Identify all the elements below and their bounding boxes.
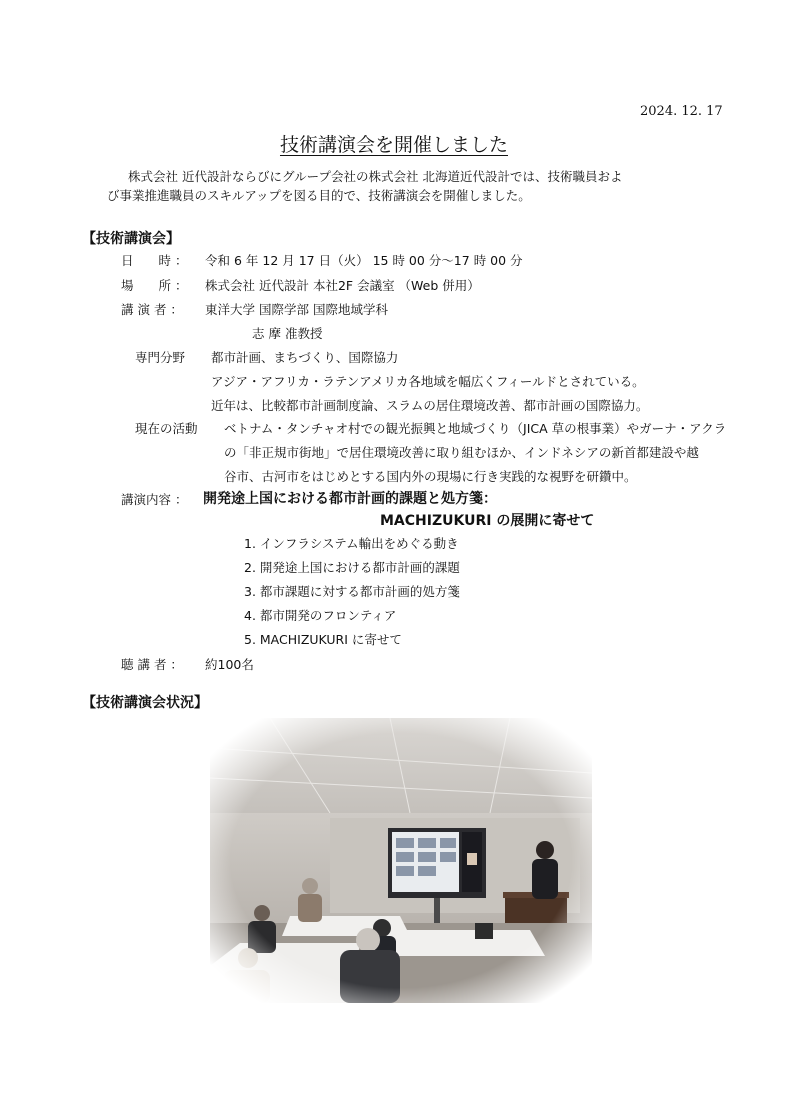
intro-line-1: 株式会社 近代設計ならびにグループ会社の株式会社 北海道近代設計では、技術職員およ xyxy=(128,169,623,184)
activity-line-1: ベトナム・タンチャオ村での観光振興と地域づくり（JICA 草の根事業）やガーナ・アクラ xyxy=(224,421,727,436)
activity-line-2: の「非正規市街地」で居住環境改善に取り組むほか、インドネシアの新首都建設や越 xyxy=(224,445,699,460)
topic-item: 4. 都市開発のフロンティア xyxy=(244,608,397,623)
speaker-name: 志 摩 准教授 xyxy=(252,326,323,341)
intro-line-2: び事業推進職員のスキルアップを図る目的で、技術講演会を開催しました。 xyxy=(107,188,531,203)
topic-item: 5. MACHIZUKURI に寄せて xyxy=(244,632,402,647)
lecture-title-line-1: 開発途上国における都市計画的課題と処方箋： xyxy=(203,491,497,507)
date-label: 日 時 ： xyxy=(121,253,188,268)
lecture-title-line-2: MACHIZUKURI の展開に寄せて xyxy=(380,513,595,529)
audience-value: 約100名 xyxy=(205,657,254,672)
date-value: 令和 6 年 12 月 17 日（火） 15 時 00 分～17 時 00 分 xyxy=(205,253,523,268)
lecture-photo xyxy=(210,718,592,1003)
section-heading-status: 【技術講演会状況】 xyxy=(82,695,208,711)
speaker-affiliation: 東洋大学 国際学部 国際地域学科 xyxy=(205,302,388,317)
document-date: 2024. 12. 17 xyxy=(640,104,723,119)
field-line-1: 都市計画、まちづくり、国際協力 xyxy=(211,350,399,365)
activity-label: 現在の活動 xyxy=(135,421,198,436)
audience-label: 聴 講 者 ： xyxy=(121,657,183,672)
document-title: 技術講演会を開催しました xyxy=(279,134,508,156)
section-heading-lecture: 【技術講演会】 xyxy=(82,231,180,247)
field-line-3: 近年は、比較都市計画制度論、スラムの居住環境改善、都市計画の国際協力。 xyxy=(211,398,649,413)
field-line-2: アジア・アフリカ・ラテンアメリカ各地域を幅広くフィールドとされている。 xyxy=(211,374,645,389)
topic-item: 3. 都市課題に対する都市計画的処方箋 xyxy=(244,584,460,599)
speaker-label: 講 演 者 ： xyxy=(121,302,183,317)
place-label: 場 所 ： xyxy=(121,278,188,293)
place-value: 株式会社 近代設計 本社2F 会議室 （Web 併用） xyxy=(205,278,480,293)
activity-line-3: 谷市、古河市をはじめとする国内外の現場に行き実践的な視野を研鑽中。 xyxy=(224,469,637,484)
content-label: 講演内容 ： xyxy=(121,492,188,507)
field-label: 専門分野 xyxy=(135,350,186,365)
topic-item: 2. 開発途上国における都市計画的課題 xyxy=(244,560,460,575)
topic-item: 1. インフラシステム輸出をめぐる動き xyxy=(244,536,459,551)
